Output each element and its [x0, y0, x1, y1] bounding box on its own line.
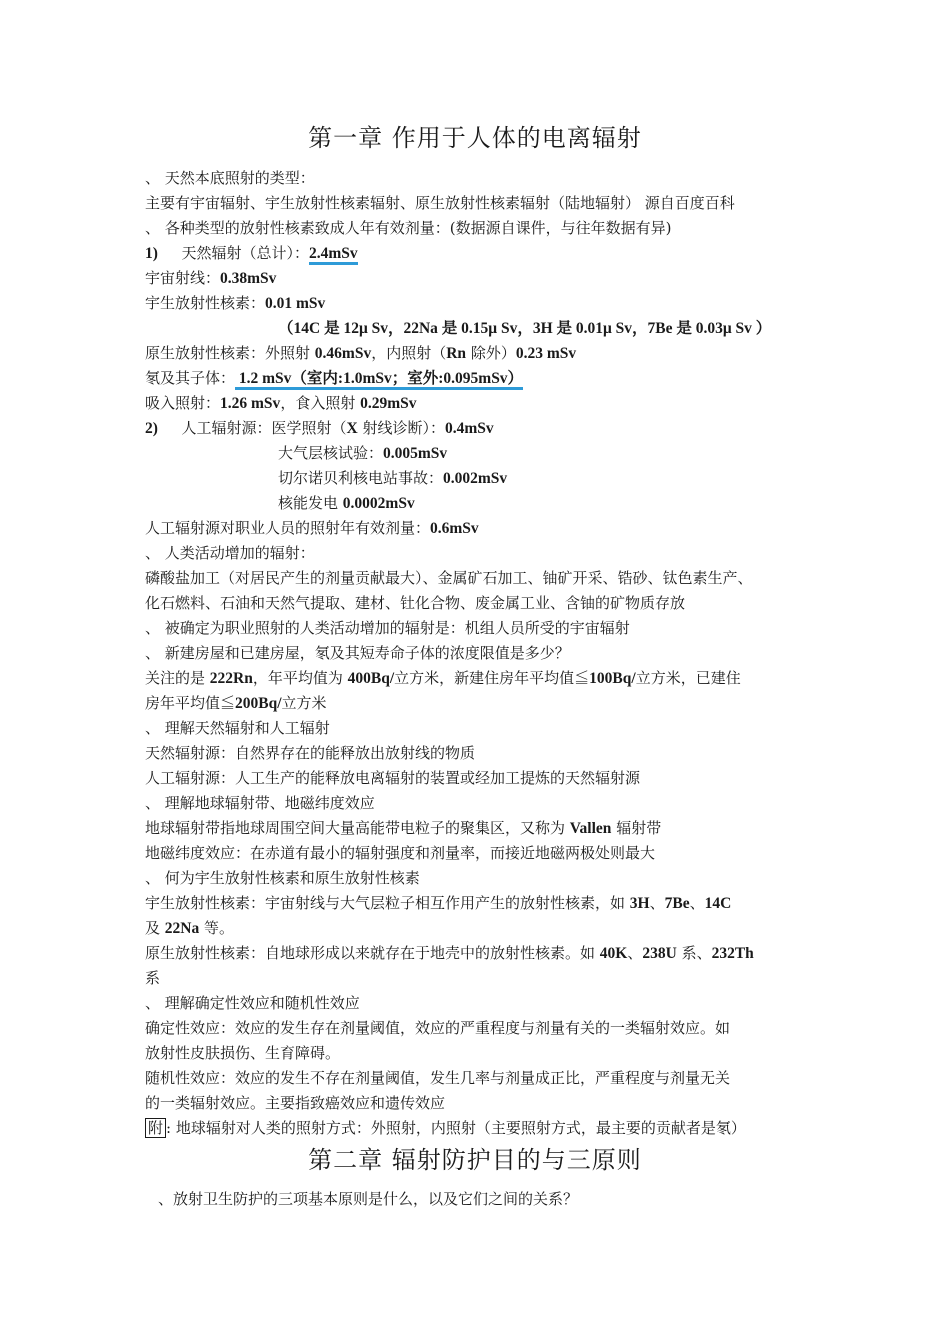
q6-answer-2: 人工辐射源：人工生产的能释放电离辐射的装置或经加工提炼的天然辐射源: [145, 769, 641, 787]
q3-heading: 、 人类活动增加的辐射：: [145, 544, 315, 562]
q8-answer-3: 原生放射性核素：自地球形成以来就存在于地壳中的放射性核素。如 40K、238U 系、232Th: [145, 944, 754, 962]
q8-answer-1: 宇生放射性核素：宇宙射线与大气层粒子相互作用产生的放射性核素，如 3H、7Be、14C: [145, 894, 732, 912]
q1-answer: 主要有宇宙辐射、宇生放射性核素辐射、原生放射性核素辐射（陆地辐射） 源自百度百科: [145, 194, 735, 212]
q2-heading: 、 各种类型的放射性核素致成人年有效剂量：(数据源自课件，与往年数据有异): [145, 219, 672, 237]
q5-heading: 、 新建房屋和已建房屋，氡及其短寿命子体的浓度限值是多少？: [145, 644, 570, 662]
chapter2-q1: 、放射卫生防护的三项基本原则是什么，以及它们之间的关系？: [158, 1190, 579, 1208]
q3-answer-1: 磷酸盐加工（对居民产生的剂量贡献最大）、金属矿石加工、铀矿开采、锆砂、钛色素生产、: [145, 569, 753, 587]
cosmic-ray-line: 宇宙射线：0.38mSv: [145, 269, 277, 287]
radon-value: 1.2 mSv（室内:1.0mSv；室外:0.095mSv）: [235, 370, 523, 390]
q8-answer-2: 及 22Na 等。: [145, 919, 235, 937]
q9-answer-2: 放射性皮肤损伤、生育障碍。: [145, 1044, 341, 1062]
appendix-line: 附 : 地球辐射对人类的照射方式：外照射，内照射（主要照射方式，最主要的贡献者是氡）: [145, 1117, 746, 1139]
q1-heading: 、 天然本底照射的类型：: [145, 169, 315, 187]
appendix-box: 附: [145, 1118, 166, 1138]
q9-heading: 、 理解确定性效应和随机性效应: [145, 994, 360, 1012]
q8-heading: 、 何为宇生放射性核素和原生放射性核素: [145, 869, 420, 887]
q9-answer-3: 随机性效应：效应的发生不存在剂量阈值，发生几率与剂量成正比，严重程度与剂量无关: [145, 1069, 731, 1087]
occupational-line: 人工辐射源对职业人员的照射年有效剂量：0.6mSv: [145, 519, 479, 537]
chapter2-title: 第二章 辐射防护目的与三原则: [308, 1146, 642, 1174]
q8-answer-4: 系: [145, 969, 161, 987]
inhalation-line: 吸入照射：1.26 mSv，食入照射 0.29mSv: [145, 394, 417, 412]
q9-answer-4: 的一类辐射效应。主要指致癌效应和遗传效应: [145, 1094, 446, 1112]
q7-heading: 、 理解地球辐射带、地磁纬度效应: [145, 794, 375, 812]
q7-answer-2: 地磁纬度效应：在赤道有最小的辐射强度和剂量率，而接近地磁两极处则最大: [145, 844, 656, 862]
radon-line: 氡及其子体： 1.2 mSv（室内:1.0mSv；室外:0.095mSv）: [145, 367, 523, 390]
chapter1-title: 第一章 作用于人体的电离辐射: [308, 124, 642, 152]
cosmogenic-line: 宇生放射性核素：0.01 mSv: [145, 294, 326, 312]
q6-heading: 、 理解天然辐射和人工辐射: [145, 719, 330, 737]
nuclear-test-line: 大气层核试验：0.005mSv: [278, 444, 448, 462]
q5-answer-1: 关注的是 222Rn，年平均值为 400Bq/立方米，新建住房年平均值≦100Bq/立方米，已建住: [145, 669, 741, 687]
chernobyl-line: 切尔诺贝利核电站事故：0.002mSv: [278, 469, 508, 487]
q5-answer-2: 房年平均值≦200Bq/立方米: [145, 694, 327, 712]
q7-answer-1: 地球辐射带指地球周围空间大量高能带电粒子的聚集区，又称为 Vallen 辐射带: [145, 819, 662, 837]
primordial-line: 原生放射性核素：外照射 0.46mSv，内照射（Rn 除外）0.23 mSv: [145, 344, 577, 362]
q6-answer-1: 天然辐射源：自然界存在的能释放出放射线的物质: [145, 744, 476, 762]
natural-total-value: 2.4mSv: [309, 245, 358, 265]
q3-answer-2: 化石燃料、石油和天然气提取、建材、钍化合物、废金属工业、含铀的矿物质存放: [145, 594, 686, 612]
q9-answer-1: 确定性效应：效应的发生存在剂量阈值，效应的严重程度与剂量有关的一类辐射效应。如: [145, 1019, 731, 1037]
natural-total-label: 天然辐射（总计）：: [181, 244, 309, 262]
q4-line: 、 被确定为职业照射的人类活动增加的辐射是：机组人员所受的宇宙辐射: [145, 619, 630, 637]
artificial-line: 2) 人工辐射源：医学照射（X 射线诊断）：0.4mSv: [145, 419, 494, 437]
natural-total-line: [145, 242, 358, 265]
item-number: 1): [145, 245, 158, 262]
nuclear-power-line: 核能发电 0.0002mSv: [278, 494, 415, 512]
cosmogenic-detail: （14C 是 12μ Sv，22Na 是 0.15μ Sv，3H 是 0.01μ Sv，7Be 是 0.03μ Sv ）: [278, 320, 772, 337]
